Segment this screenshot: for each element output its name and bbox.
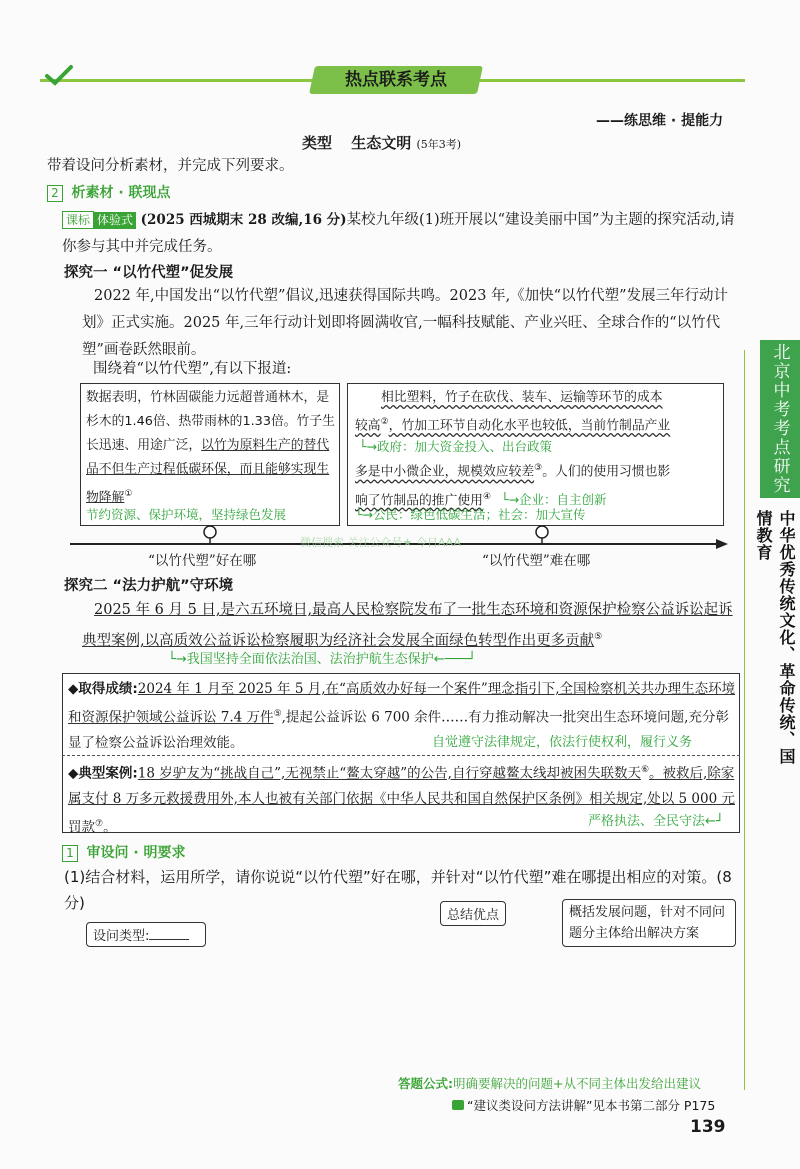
footnote-mark-3: ③ [534,463,543,474]
report-right-line2b: ，竹加工环节自动化水平也较低，当前竹制品产业 [388,418,671,434]
report-right-text [355,386,717,513]
step2-number: 2 [47,185,63,202]
report-right-line3 [355,456,717,484]
explore2-para-text: 2025 年 6 月 5 日,是六五环境日,最高人民检察院发布了一批生态环境和资源保护检察公益诉讼起诉典型案例,以高质效公益诉讼检察履职为经济社会发展全面绿色转型作出更多贡献 [82,602,733,649]
footnote-mark-4: ④ [482,491,492,502]
footnote-mark-5: ⑤ [594,632,603,642]
report-right-line3b: 。人们的使用习惯也影 [542,464,671,480]
step1-number: 1 [62,845,78,862]
report-left-text [86,386,336,510]
step2-label: 析素材 · 联现点 [71,185,171,201]
report-left-text-b: 以竹为原料生产的替代品不但生产过程低碳环保，而且能够实现生物降解 [86,438,330,506]
note-public-text: 公民：绿色低碳生活；社会：加大宣传 [373,507,586,522]
type-note: (5年3考) [416,138,462,151]
explore1-title: 探究一 “以竹代塑”促发展 [64,265,234,281]
footnote-mark-1: ① [124,489,133,499]
explore2-title: 探究二 “法力护航”守环境 [64,578,234,594]
report-right-line2a: 较高 [355,418,381,434]
note-green-development: 节约资源、保护环境，坚持绿色发展 [86,507,287,522]
explore2-para [82,597,742,655]
type-name: 生态文明 [351,134,412,152]
note-strict-law-text: 严格执法、全民守法 [588,814,706,829]
question-1: (1)结合材料，运用所学，请你说说“以竹代塑”好在哪，并针对“以竹代塑”难在哪提出相应的对策。(8分) [64,868,732,912]
note-government-text: 政府：加大资金投入、出台政策 [377,439,553,455]
answer-formula-text: 明确要解决的问题+从不同主体出发给出建议 [453,1076,701,1091]
note-enterprise: └→企业：自主创新 [501,491,607,507]
note-government: └→政府：加大资金投入、出台政策 [359,439,553,455]
pin-icon-left [201,524,219,548]
case-text-main: 18 岁驴友为“挑战自己”,无视禁止“鳌太穿越”的公告,自行穿越鳌太线却被困失联数天 [137,765,641,782]
report-right-line2 [355,410,717,438]
note-rule-of-law: └→我国坚持全面依法治国、法治护航生态保护←───┘ [168,652,476,667]
type-heading [302,132,461,153]
explore1-para2: 围绕着“以竹代塑”,有以下报道: [93,361,292,377]
header-banner-text: 热点联系考点 [345,70,447,90]
footnote-mark-7: ⑦ [95,818,104,829]
side-tab-beijing[interactable]: 北京中考考点研究 [760,340,800,498]
note-rights-duties: 自觉遵守法律规定，依法行使权利，履行义务 [432,735,693,750]
case-text-end: 。 [103,819,117,835]
question-source: (2025 西城期末 28 改编,16 分) [140,212,347,228]
explore1-para1: 2022 年,中国发出“以竹代塑”倡议,迅速获得国际共鸣。2023 年,《加快“以竹代塑”发展三年行动计划》正式实施。2025 年,三年行动计划即将圆满收官,一幅科技赋能、产业兴旺、全球合作的“以竹代塑”画卷跃然眼前。 [82,288,728,358]
report-right-line1 [355,386,717,410]
answer-formula [398,1074,701,1092]
results-text-main: 2024 年 1 月至 2025 年 5 月,在“高质效办好每一个案件”理念指引下,全国检察机关共办理生态环境和资源保护领域公益诉讼 7.4 万件 [68,681,736,726]
footnote-mark-2: ② [380,417,389,427]
question-type-box [86,922,206,947]
case-label: ◆典型案例: [68,765,138,782]
method-reference [452,1096,715,1114]
arrow-right-icon [716,537,730,551]
results-label: ◆取得成绩: [68,681,138,697]
axis-label-right: “以竹代塑”难在哪 [482,553,591,569]
step2-heading [47,182,171,202]
type-label: 类型 [302,134,333,152]
report-right-line1-text: 相比塑料，竹子在砍伐、装车、运输等环节的成本 [381,390,663,405]
side-divider [744,350,745,1090]
footnote-mark-6: ⑥ [640,765,650,775]
side-column-title: 中华优秀传统文化、革命传统、国情教育 [754,510,796,765]
report-right-line4a: 响了竹制品的推广使用 [355,492,483,508]
book-icon [452,1100,464,1110]
tag-experience: 体验式 [94,212,136,229]
pin-icon-right [533,524,551,548]
note-rule-of-law-text: 我国坚持全面依法治国、法治护航生态保护 [186,652,434,667]
page-number: 139 [690,1117,726,1137]
report-right-line3a: 多是中小微企业，规模效应较差 [355,464,535,480]
note-public: └→公民：绿色低碳生活；社会：加大宣传 [355,507,586,522]
case-text-rest: 。被救后,除家属支付 8 万多元救援费用外,本人也被有关部门依据《中华人民共和国自然保护区条例》相关规定,处以 5 000 元罚款 [68,765,735,835]
step1-heading [62,842,186,862]
tag-curriculum: 课标 [62,211,94,229]
step1-label: 审设问 · 明要求 [86,845,186,861]
check-icon [44,64,74,88]
question-text: 某校九年级(1)班开展以“建设美丽中国”为主题的探究活动,请你参与其中并完成任务。 [62,212,735,255]
axis-label-left: “以竹代塑”好在哪 [148,553,257,569]
note-enterprise-text: 企业：自主创新 [519,491,607,507]
answer-formula-label: 答题公式: [398,1076,453,1091]
footnote-mark-5b: ⑤ [273,709,282,719]
note-summarize-advantages: 总结优点 [440,901,506,926]
header-subtitle: ——练思维 · 提能力 [596,113,724,129]
report-left-text-a: 数据表明，竹林固碳能力远超普通林木，是杉木的1.46倍、热带雨林的1.33倍。竹子生长迅速、用途广泛， [86,390,335,453]
question-intro [62,207,742,261]
watermark: 微信搜索 关注公众号★ 今日AAA [300,536,462,549]
question-type-label: 设问类型: [93,929,150,944]
method-reference-text: “建议类设问方法讲解”见本书第二部分 P175 [467,1098,716,1113]
instruction: 带着设问分析素材，并完成下列要求。 [47,158,294,174]
note-solution-scheme: 概括发展问题，针对不同问题分主体给出解决方案 [562,899,736,947]
results-text-rest: ,提起公益诉讼 6 700 余件……有力推动解决一批突出生态环境问题,充分彰显了检察公益诉讼治理效能。 [68,709,729,751]
note-strict-law: 严格执法、全民守法←┘ [588,814,724,829]
